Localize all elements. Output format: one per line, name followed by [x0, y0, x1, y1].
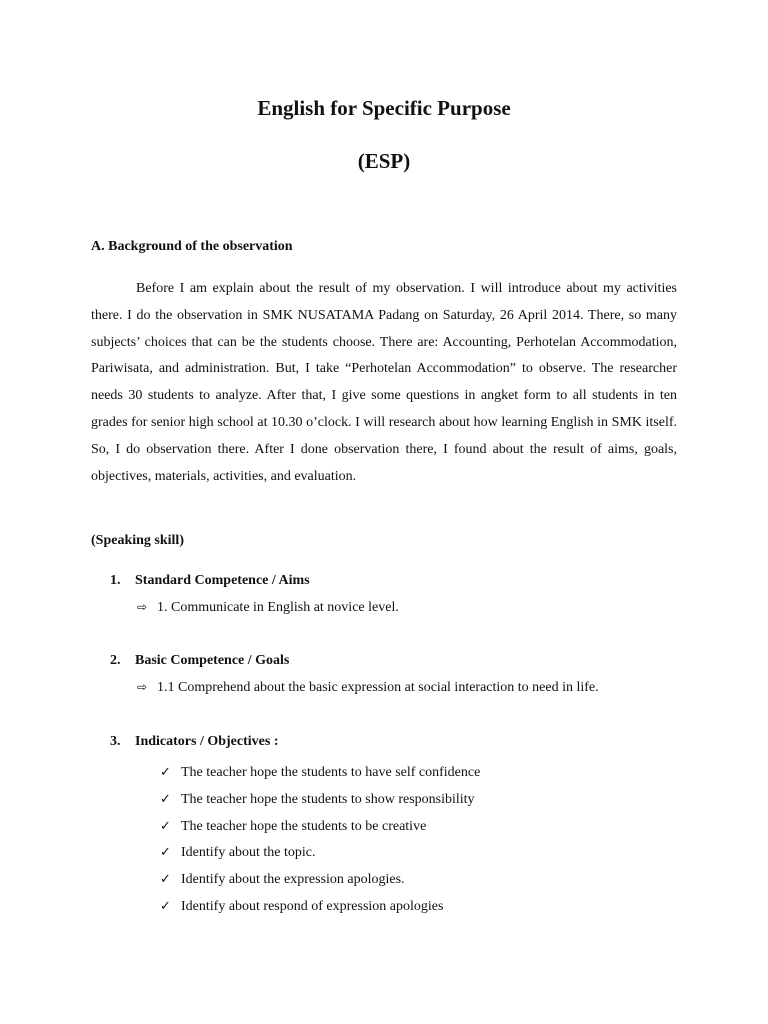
objective-text: The teacher hope the students to have self confidence [181, 765, 481, 780]
background-paragraph: Before I am explain about the result of my observation. I will introduce about my activities there. I do the observation in SMK NUSATAMA Padang on Saturday, 26 April 2014. There, so many subjects’ choices that can be the students choose. There are: Accounting, Perhotelan Accommodation, Pariwisata, and administration. But, I take “Perhotelan Accommodation” to observe. The researcher needs 30 students to analyze. After that, I give some questions in angket form to all students in ten grades for senior high school at 10.30 o’clock. I will research about how learning English in SMK itself. So, I do observation there. After I done observation there, I found about the result of aims, goals, objectives, materials, activities, and evaluation. [91, 281, 677, 484]
aim-detail [137, 598, 399, 617]
list-item [160, 894, 480, 921]
check-mark-icon: ✓ [160, 872, 171, 888]
list-heading: Basic Competence / Goals [135, 653, 290, 668]
list-item-standard-competence [110, 572, 310, 590]
list-heading: Indicators / Objectives : [135, 734, 279, 749]
section-a-heading: A. Background of the observation [91, 239, 293, 254]
outline-right-arrow-icon: ⇨ [137, 680, 148, 694]
list-number: 2. [110, 653, 121, 668]
list-item-basic-competence [110, 652, 289, 670]
list-item [160, 760, 480, 787]
objective-text: The teacher hope the students to be creative [181, 818, 427, 834]
document-subtitle: (ESP) [357, 149, 411, 173]
list-number: 3. [110, 734, 121, 749]
objective-text: Identify about the topic. [181, 845, 316, 861]
objective-text: The teacher hope the students to show responsibility [181, 791, 475, 807]
outline-right-arrow-icon: ⇨ [137, 600, 148, 614]
check-mark-icon: ✓ [160, 845, 171, 861]
check-mark-icon: ✓ [160, 765, 171, 780]
check-mark-icon: ✓ [160, 818, 171, 834]
list-item [160, 787, 480, 814]
goal-detail [137, 678, 599, 697]
speaking-skill-heading: (Speaking skill) [91, 533, 184, 548]
list-item [160, 867, 480, 894]
check-mark-icon: ✓ [160, 898, 171, 914]
objective-text: Identify about the expression apologies. [181, 872, 405, 888]
list-number: 1. [110, 573, 121, 588]
goal-detail-text: 1.1 Comprehend about the basic expression at social interaction to need in life. [157, 680, 599, 695]
objectives-list [160, 760, 480, 921]
aim-detail-text: 1. Communicate in English at novice level. [157, 600, 399, 615]
objective-text: Identify about respond of expression apologies [181, 898, 444, 914]
list-item [160, 814, 480, 841]
list-heading: Standard Competence / Aims [135, 573, 310, 588]
document-title: English for Specific Purpose [257, 96, 511, 120]
check-mark-icon: ✓ [160, 791, 171, 807]
list-item [160, 840, 480, 867]
list-item-indicators [110, 733, 278, 751]
